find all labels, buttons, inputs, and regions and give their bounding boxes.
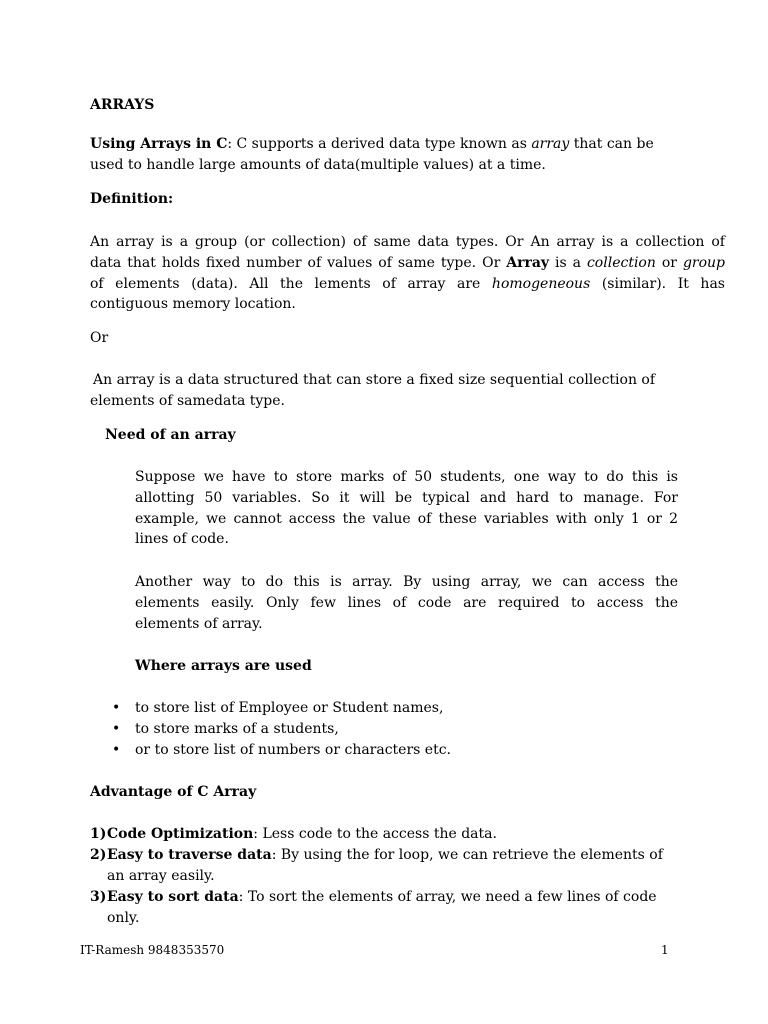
definition-heading: Definition: bbox=[90, 191, 174, 207]
definition-line-1: An array is a group (or collection) of same data types. Or An array is a collection of bbox=[90, 234, 725, 250]
array-bold-term: Array bbox=[506, 255, 550, 271]
bullet-icon: • bbox=[112, 700, 121, 716]
homogeneous-term: homogeneous bbox=[491, 276, 591, 292]
collection-term: collection bbox=[586, 255, 656, 271]
list-item-text: to store marks of a students, bbox=[135, 721, 339, 737]
bullet-icon: • bbox=[112, 721, 121, 737]
advantage-label: Easy to traverse data bbox=[107, 847, 272, 863]
footer-author: IT-Ramesh 9848353570 bbox=[80, 943, 225, 957]
advantage-label: Code Optimization bbox=[107, 826, 254, 842]
item-number: 2) bbox=[90, 847, 107, 863]
where-list bbox=[112, 698, 451, 761]
definition-text: of elements (data). All the lements of array are bbox=[90, 276, 492, 292]
item-number: 3) bbox=[90, 889, 107, 905]
where-heading: Where arrays are used bbox=[135, 658, 312, 674]
using-arrays-line-2: used to handle large amounts of data(multiple values) at a time. bbox=[90, 157, 546, 173]
alt-definition-line-1: An array is a data structured that can store a fixed size sequential collection of bbox=[93, 372, 656, 388]
need-p1-line-2: allotting 50 variables. So it will be typical and hard to manage. For bbox=[135, 490, 678, 506]
array-term: array bbox=[531, 136, 570, 152]
need-heading: Need of an array bbox=[105, 427, 236, 443]
advantage-text: : To sort the elements of array, we need a few lines of code bbox=[238, 889, 657, 905]
list-item bbox=[112, 719, 451, 740]
group-term: group bbox=[682, 255, 725, 271]
list-item bbox=[112, 740, 451, 761]
advantage-label: Easy to sort data bbox=[107, 889, 239, 905]
need-p2-line-2: elements easily. Only few lines of code are required to access the bbox=[135, 595, 678, 611]
need-p1-line-3: example, we cannot access the value of these variables with only 1 or 2 bbox=[135, 511, 678, 527]
definition-text: is a bbox=[549, 255, 587, 271]
bullet-icon: • bbox=[112, 742, 121, 758]
list-item bbox=[90, 845, 690, 887]
using-arrays-label: Using Arrays in C bbox=[90, 136, 228, 152]
alt-definition-line-2: elements of samedata type. bbox=[90, 393, 286, 409]
need-p2-line-3: elements of array. bbox=[135, 616, 263, 632]
definition-text: (similar). It has bbox=[590, 276, 725, 292]
list-item bbox=[90, 824, 690, 845]
definition-line-3 bbox=[90, 274, 725, 295]
list-item-text: or to store list of numbers or characters etc. bbox=[135, 742, 451, 758]
item-number: 1) bbox=[90, 826, 107, 842]
list-item-text: to store list of Employee or Student names, bbox=[135, 700, 444, 716]
advantage-text: : By using the for loop, we can retrieve the elements of bbox=[271, 847, 663, 863]
need-p1-line-4: lines of code. bbox=[135, 531, 229, 547]
definition-line-2 bbox=[90, 253, 725, 274]
advantage-text-cont: an array easily. bbox=[107, 868, 215, 884]
definition-text: or bbox=[655, 255, 683, 271]
using-arrays-text-end: that can be bbox=[569, 136, 654, 152]
using-arrays-line-1 bbox=[90, 134, 725, 155]
using-arrays-text: : C supports a derived data type known as bbox=[227, 136, 532, 152]
definition-text: data that holds fixed number of values of same type. Or bbox=[90, 255, 507, 271]
or-separator: Or bbox=[90, 330, 109, 346]
page-title: ARRAYS bbox=[90, 97, 155, 113]
advantages-list bbox=[90, 824, 690, 929]
advantage-heading: Advantage of C Array bbox=[90, 784, 257, 800]
page-number: 1 bbox=[661, 943, 669, 957]
list-item bbox=[90, 887, 690, 929]
advantage-text-cont: only. bbox=[107, 910, 140, 926]
definition-line-4: contiguous memory location. bbox=[90, 296, 296, 312]
need-p1-line-1: Suppose we have to store marks of 50 students, one way to do this is bbox=[135, 469, 678, 485]
advantage-text: : Less code to the access the data. bbox=[253, 826, 497, 842]
need-p2-line-1: Another way to do this is array. By using array, we can access the bbox=[135, 574, 678, 590]
list-item bbox=[112, 698, 451, 719]
